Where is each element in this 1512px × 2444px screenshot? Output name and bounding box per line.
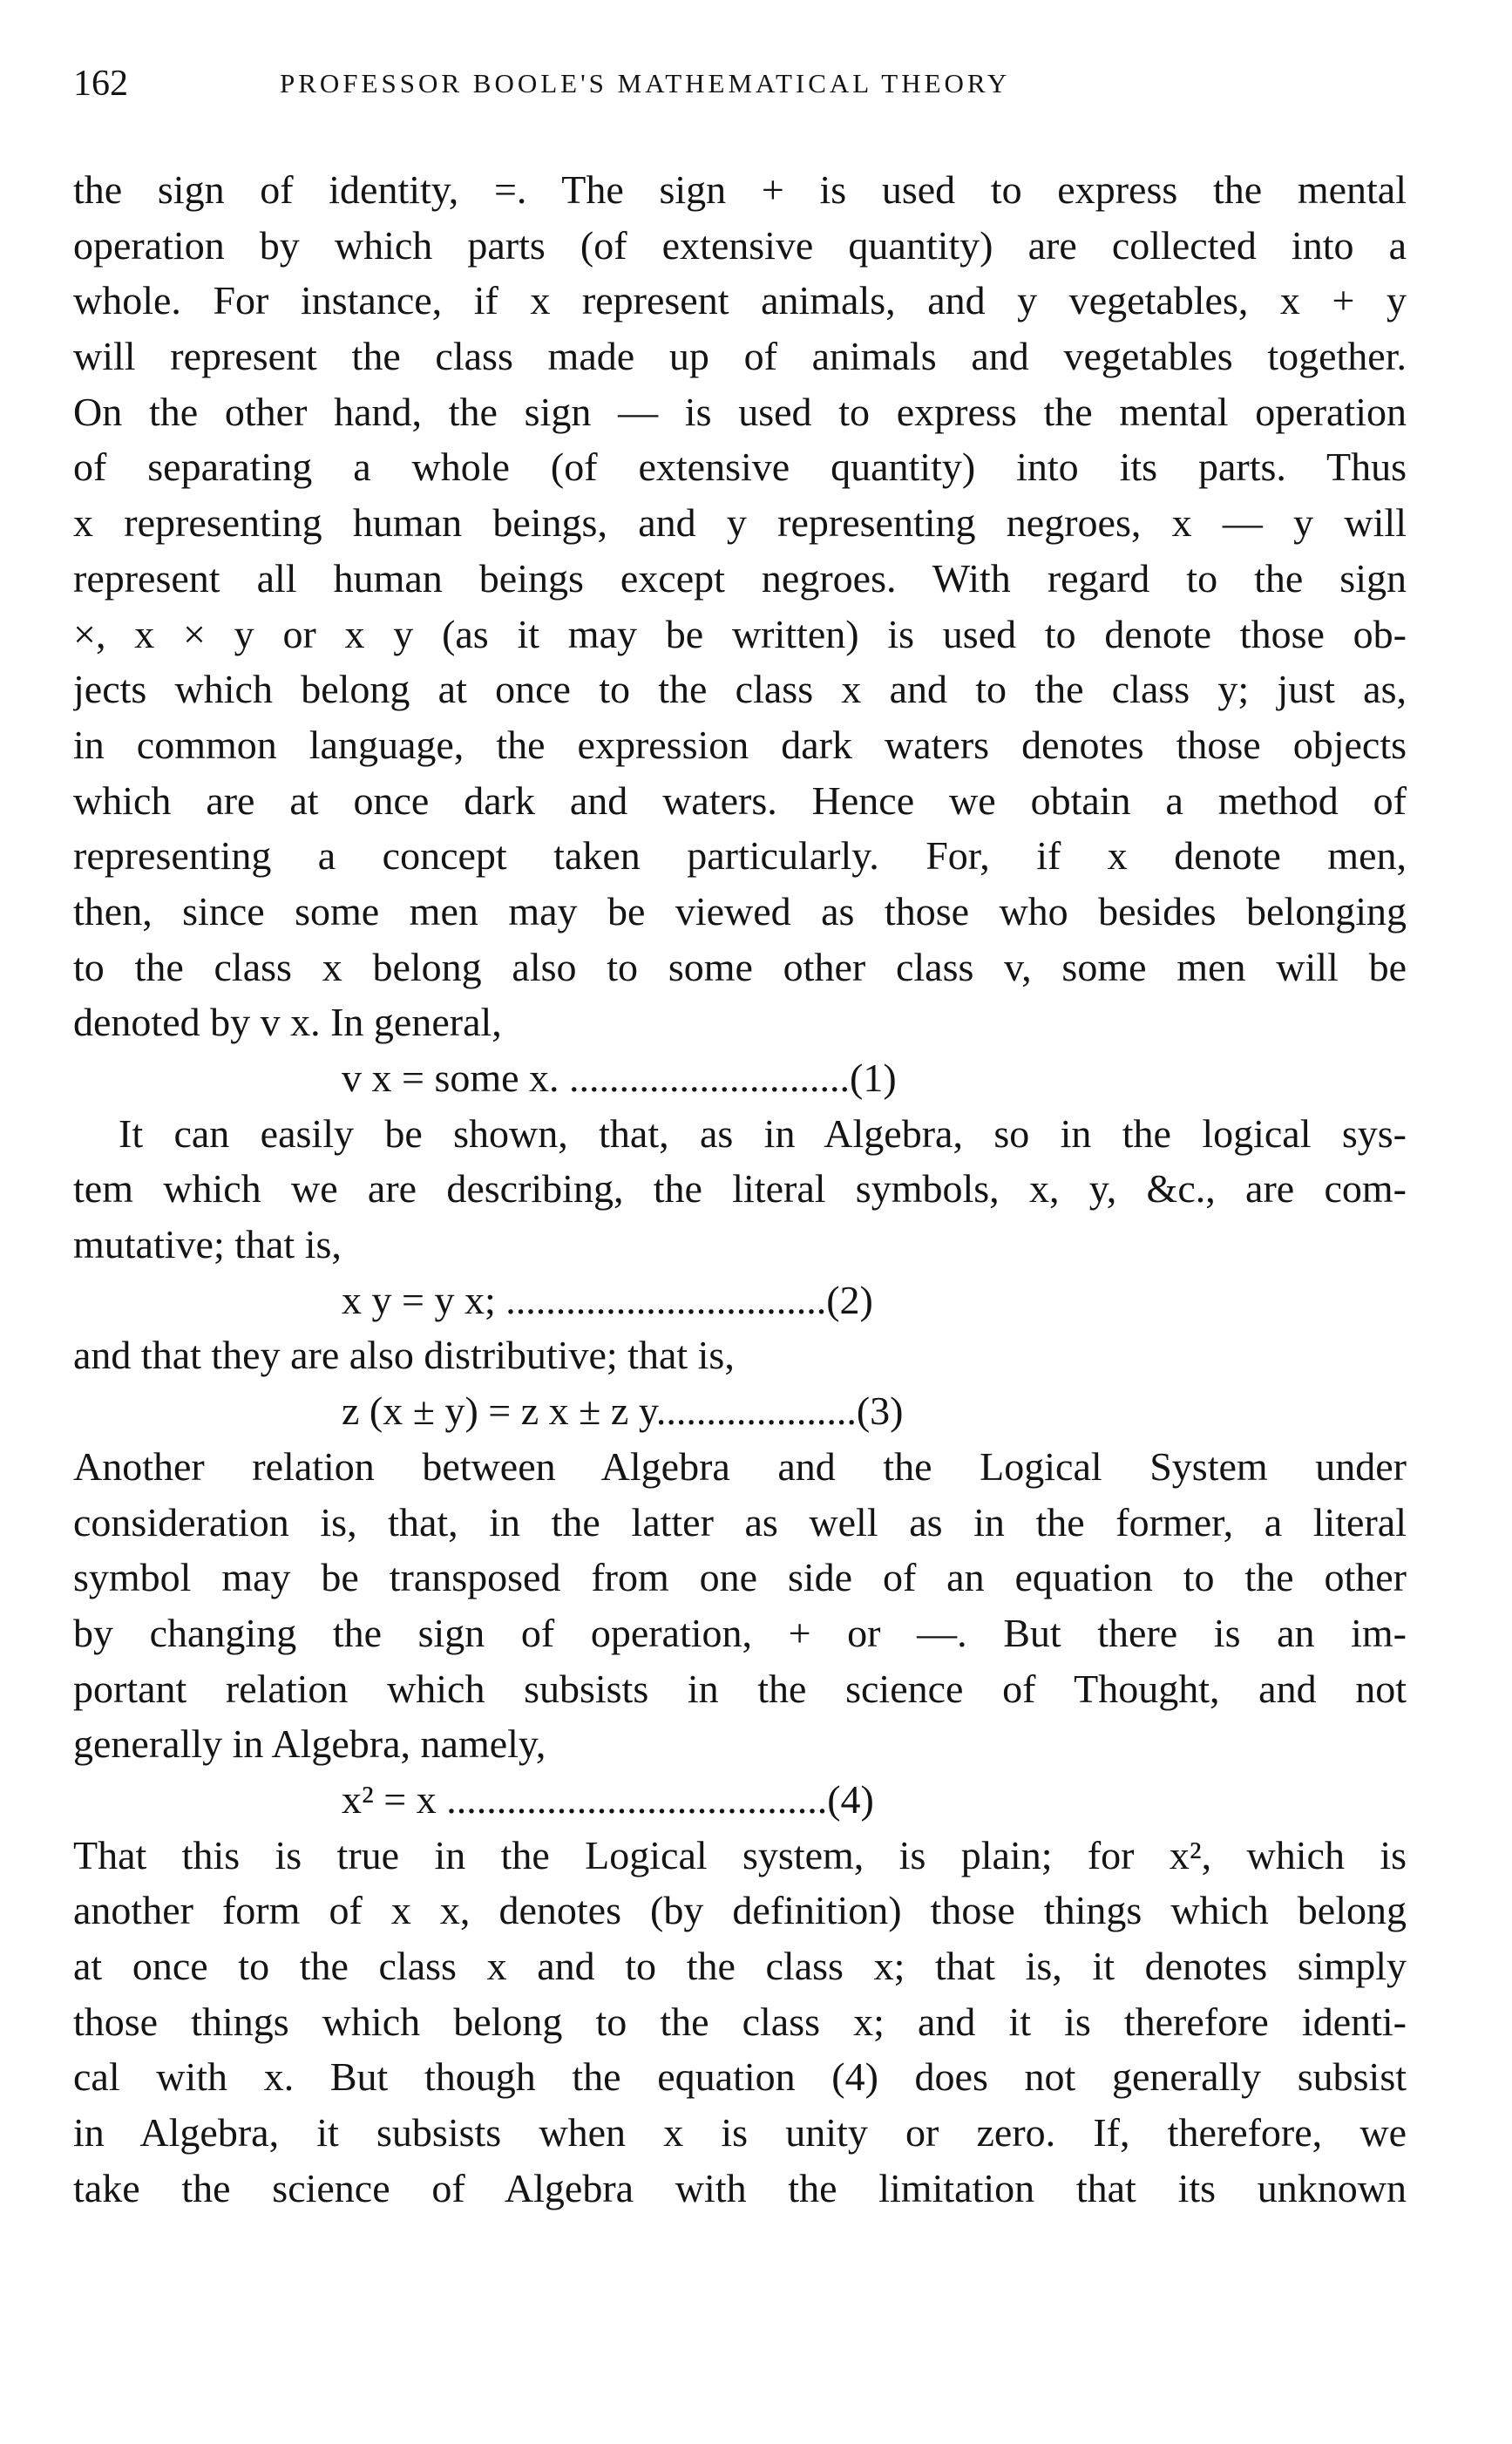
running-title: PROFESSOR BOOLE'S MATHEMATICAL THEORY: [280, 68, 1011, 98]
equation-4: x² = x ......................................(4): [342, 1776, 874, 1822]
text-line: whole. For instance, if x represent animals, and y vegetables, x + y: [73, 278, 1407, 323]
text-line: then, since some men may be viewed as those who besides belonging: [73, 888, 1407, 933]
text-line: On the other hand, the sign — is used to express the mental operation: [73, 389, 1407, 434]
text-line: symbol may be transposed from one side of an equation to the other: [73, 1555, 1407, 1600]
text-line: portant relation which subsists in the science of Thought, and not: [73, 1666, 1407, 1711]
page-header: [73, 52, 1407, 113]
text-line: in common language, the expression dark waters denotes those objects: [73, 722, 1407, 767]
text-line: x representing human beings, and y representing negroes, x — y will: [73, 500, 1407, 546]
equation-3: z (x ± y) = z x ± z y....................(3): [342, 1388, 904, 1434]
page-number: 162: [73, 64, 128, 104]
text-line: to the class x belong also to some other class v, some men will be: [73, 944, 1407, 989]
text-line: take the science of Algebra with the limitation that its unknown: [73, 2165, 1407, 2210]
equation-1: v x = some x. ............................(1): [342, 1056, 897, 1100]
book-page: [73, 52, 1407, 2423]
text-line: and that they are also distributive; that is,: [73, 1333, 735, 1378]
text-line: It can easily be shown, that, as in Algebra, so in the logical sys-: [119, 1110, 1407, 1156]
text-line: another form of x x, denotes (by definition) those things which belong: [73, 1888, 1407, 1933]
text-line: tem which we are describing, the literal symbols, x, y, &c., are com-: [73, 1166, 1407, 1212]
text-line: denoted by v x. In general,: [73, 1000, 502, 1045]
text-line: the sign of identity, =. The sign + is used to express the mental: [73, 167, 1407, 212]
text-line: jects which belong at once to the class x and to the class y; just as,: [73, 667, 1407, 712]
text-line: representing a concept taken particularly. For, if x denote men,: [73, 833, 1407, 879]
text-line: That this is true in the Logical system, is plain; for x², which is: [73, 1832, 1407, 1877]
text-line: in Algebra, it subsists when x is unity or zero. If, therefore, we: [73, 2110, 1407, 2155]
body-text: [73, 162, 1407, 2216]
text-line: at once to the class x and to the class x; that is, it denotes simply: [73, 1944, 1407, 1988]
text-line: of separating a whole (of extensive quantity) into its parts. Thus: [73, 445, 1407, 490]
text-line: cal with x. But though the equation (4) does not generally subsist: [73, 2054, 1407, 2100]
text-line: Another relation between Algebra and the Logical System under: [73, 1443, 1407, 1489]
equation-2: x y = y x; ................................(2): [342, 1277, 873, 1322]
text-line: those things which belong to the class x; and it is therefore identi-: [73, 1999, 1407, 2044]
text-line: will represent the class made up of animals and vegetables together.: [73, 334, 1407, 379]
text-line: which are at once dark and waters. Hence we obtain a method of: [73, 777, 1407, 823]
text-line: represent all human beings except negroes. With regard to the sign: [73, 555, 1407, 601]
text-line: by changing the sign of operation, + or —. But there is an im-: [73, 1610, 1407, 1655]
text-line: generally in Algebra, namely,: [73, 1721, 546, 1767]
text-line: ×, x × y or x y (as it may be written) is used to denote those ob-: [73, 611, 1407, 656]
text-line: operation by which parts (of extensive quantity) are collected into a: [73, 222, 1407, 268]
text-line: consideration is, that, in the latter as well as in the former, a literal: [73, 1499, 1407, 1544]
text-line: mutative; that is,: [73, 1222, 342, 1267]
